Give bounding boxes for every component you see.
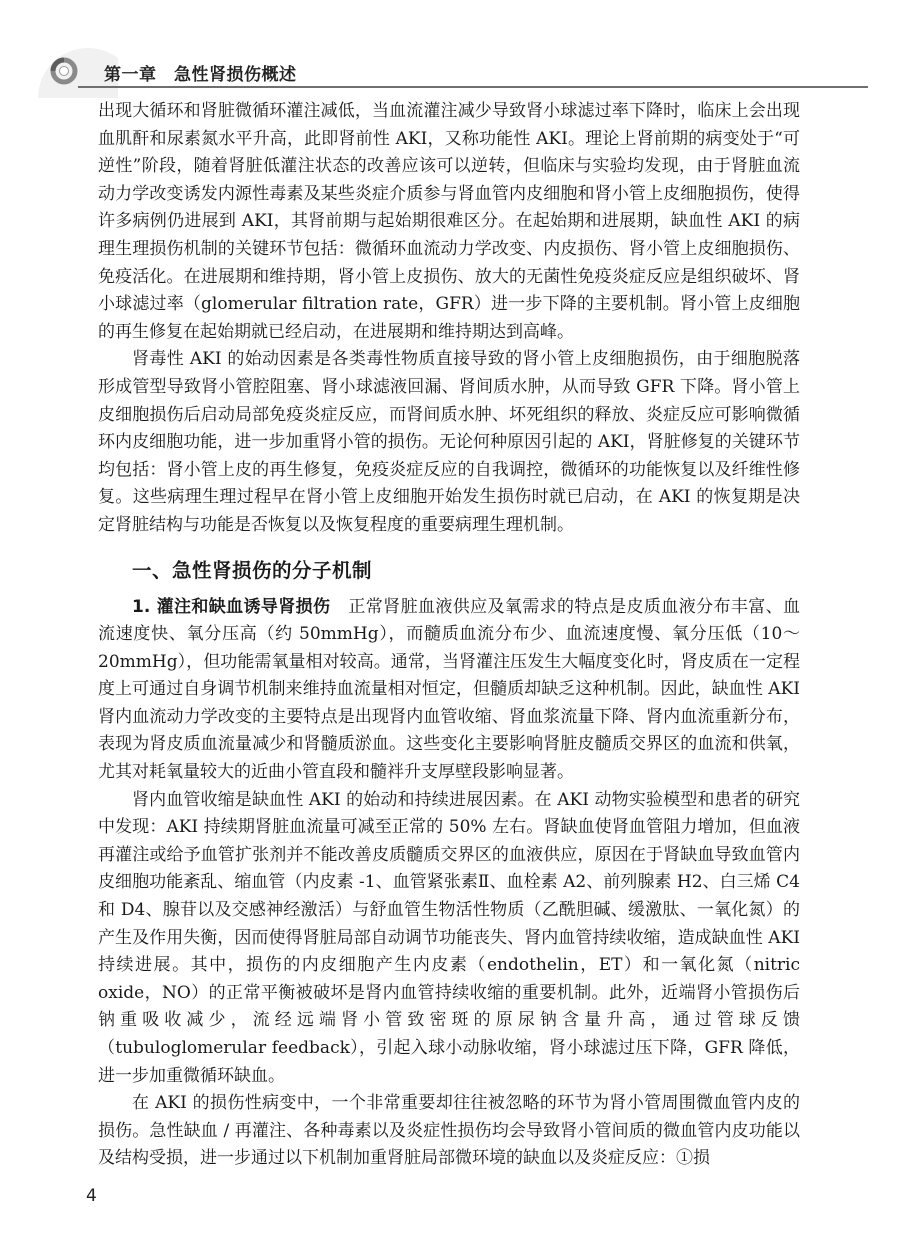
chapter-title: 第一章 急性肾损伤概述 bbox=[104, 65, 297, 85]
header-rule bbox=[78, 86, 868, 88]
page-body bbox=[98, 98, 800, 1173]
paragraph-2: 肾毒性 AKI 的始动因素是各类毒性物质直接导致的肾小管上皮细胞损伤，由于细胞脱落形成管型导致肾小管腔阻塞、肾小球滤液回漏、肾间质水肿，从而导致 GFR 下降。肾小管上皮细胞损伤后启动局部免疫炎症反应，而肾间质水肿、坏死组织的释放、炎症反应可影响微循环内皮细胞功能，进一步加重肾小管的损伤。无论何种原因引起的 AKI，肾脏修复的关键环节均包括：肾小管上皮的再生修复，免疫炎症反应的自我调控，微循环的功能恢复以及纤维性修复。这些病理生理过程早在肾小管上皮细胞开始发生损伤时就已启动，在 AKI 的恢复期是决定肾脏结构与功能是否恢复以及恢复程度的重要病理生理机制。 bbox=[98, 349, 800, 535]
subsection-heading: 1. 灌注和缺血诱导肾损伤 bbox=[132, 596, 331, 617]
page-number: 4 bbox=[86, 1186, 97, 1206]
paragraph-3-text: 正常肾脏血液供应及氧需求的特点是皮质血液分布丰富、血流速度快、氧分压高（约 50mmHg），而髓质血流分布少、血流速度慢、氧分压低（10～20mmHg），但功能需氧量相对较高。通常，当肾灌注压发生大幅度变化时，肾皮质在一定程度上可通过自身调节机制来维持血流量相对恒定，但髓质却缺乏这种机制。因此，缺血性 AKI 肾内血流动力学改变的主要特点是出现肾内血管收缩、肾血浆流量下降、肾内血流重新分布，表现为肾皮质血流量减少和肾髓质淤血。这些变化主要影响肾脏皮髓质交界区的血流和供氧，尤其对耗氧量较大的近曲小管直段和髓袢升支厚壁段影响显著。 bbox=[98, 596, 800, 783]
section-heading: 一、急性肾损伤的分子机制 bbox=[132, 558, 373, 582]
paragraph-1: 出现大循环和肾脏微循环灌注减低，当血流灌注减少导致肾小球滤过率下降时，临床上会出现血肌酐和尿素氮水平升高，此即肾前性 AKI，又称功能性 AKI。理论上肾前期的病变处于“可逆性”阶段，随着肾脏低灌注状态的改善应该可以逆转，但临床与实验均发现，由于肾脏血流动力学改变诱发内源性毒素及某些炎症介质参与肾血管内皮细胞和肾小管上皮细胞损伤，使得许多病例仍进展到 AKI，其肾前期与起始期很难区分。在起始期和进展期，缺血性 AKI 的病理生理损伤机制的关键环节包括：微循环血流动力学改变、内皮损伤、肾小管上皮细胞损伤、免疫活化。在进展期和维持期，肾小管上皮损伤、放大的无菌性免疫炎症反应是组织破坏、肾小球滤过率（glomerular filtration rate，GFR）进一步下降的主要机制。肾小管上皮细胞的再生修复在起始期就已经启动，在进展期和维持期达到高峰。 bbox=[98, 101, 800, 342]
paragraph-4: 肾内血管收缩是缺血性 AKI 的始动和持续进展因素。在 AKI 动物实验模型和患者的研究中发现：AKI 持续期肾脏血流量可减至正常的 50% 左右。肾缺血使肾血管阻力增加，但血液再灌注或给予血管扩张剂并不能改善皮质髓质交界区的血液供应，原因在于肾缺血导致血管内皮细胞功能紊乱、缩血管（内皮素 -1、血管紧张素Ⅱ、血栓素 A2、前列腺素 H2、白三烯 C4 和 D4、腺苷以及交感神经激活）与舒血管生物活性物质（乙酰胆碱、缓激肽、一氧化氮）的产生及作用失衡，因而使得肾脏局部自动调节功能丧失、肾内血管持续收缩，造成缺血性 AKI 持续进展。其中，损伤的内皮细胞产生内皮素（endothelin，ET）和一氧化氮（nitric oxide，NO）的正常平衡被破坏是肾内血管持续收缩的重要机制。此外，近端肾小管损伤后钠重吸收减少，流经远端肾小管致密斑的原尿钠含量升高，通过管球反馈（tubuloglomerular feedback），引起入球小动脉收缩，肾小球滤过压下降，GFR 降低，进一步加重微循环缺血。 bbox=[98, 789, 800, 1086]
paragraph-3 bbox=[98, 594, 800, 787]
paragraph-5: 在 AKI 的损伤性病变中，一个非常重要却往往被忽略的环节为肾小管周围微血管内皮的损伤。急性缺血 / 再灌注、各种毒素以及炎症性损伤均会导致肾小管间质的微血管内皮功能以及结构受损，进一步通过以下机制加重肾脏局部微环境的缺血以及炎症反应：①损 bbox=[98, 1093, 800, 1169]
page-header bbox=[0, 0, 900, 100]
